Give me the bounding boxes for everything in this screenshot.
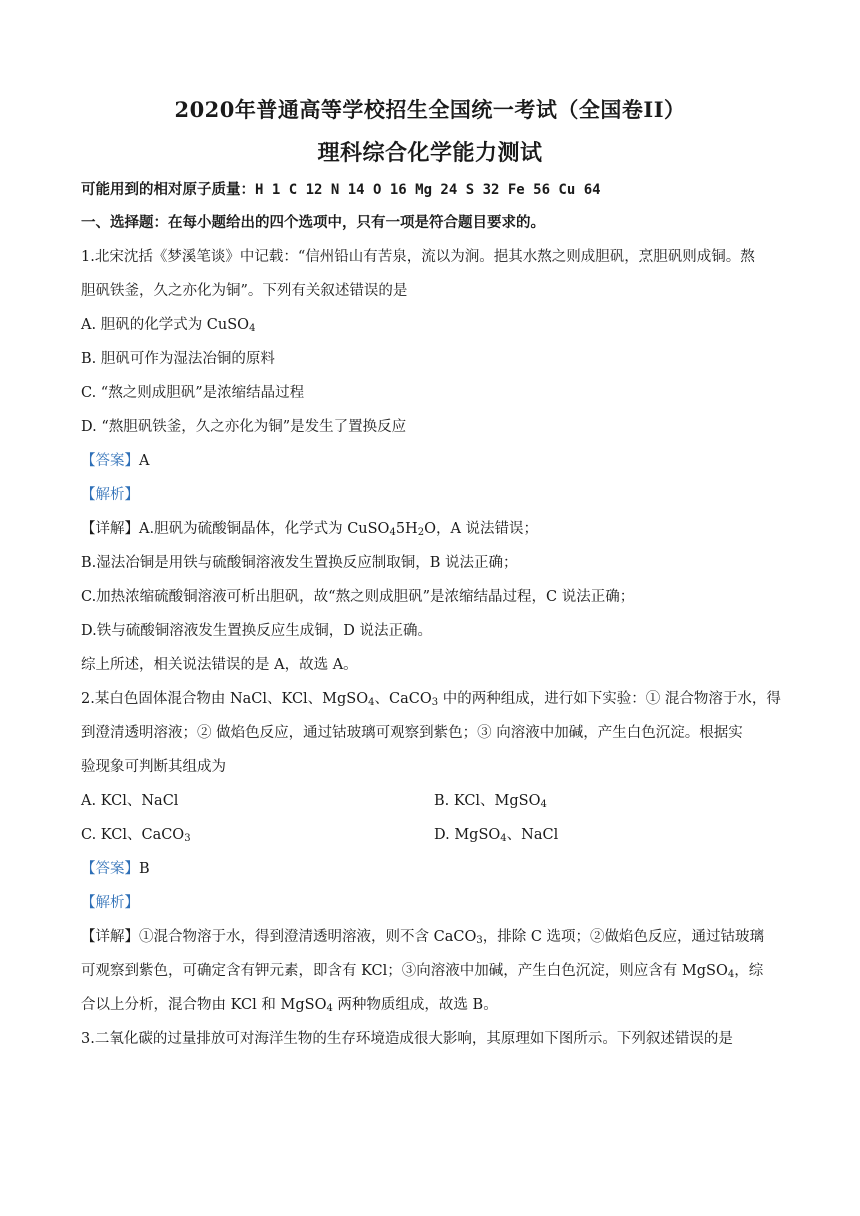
option-text: C. KCl、CaCO: [81, 827, 185, 843]
exam-title: 2020年普通高等学校招生全国统一考试（全国卷II）: [174, 97, 686, 122]
stem-text: 、CaCO: [374, 691, 432, 707]
analysis-tag: 【解析】: [81, 895, 139, 911]
detail-text: 合以上分析，混合物由 KCl 和 MgSO: [81, 997, 327, 1013]
atomic-mass-values: H 1 C 12 N 14 O 16 Mg 24 S 32 Fe 56 Cu 64: [255, 182, 601, 198]
stem-text: 2.某白色固体混合物由 NaCl、KCl、MgSO: [81, 691, 369, 707]
subscript: 3: [184, 833, 191, 844]
option-text: D. MgSO: [434, 827, 501, 843]
q1-detail-a: [81, 519, 781, 539]
detail-text: 可观察到紫色，可确定含有钾元素，即含有 KCl；③向溶液中加碱，产生白色沉淀，则应含有 MgSO: [81, 963, 728, 979]
section-heading: 一、选择题：在每小题给出的四个选项中，只有一项是符合题目要求的。: [81, 214, 545, 231]
answer-tag: 【答案】: [81, 453, 139, 469]
subscript: 4: [727, 969, 735, 980]
detail-text: O，A 说法错误；: [424, 521, 539, 537]
q2-option-d: [434, 825, 558, 845]
q2-stem-line2: 到澄清透明溶液；② 做焰色反应，通过钴玻璃可观察到紫色；③ 向溶液中加碱，产生白色沉淀。根据实: [81, 725, 743, 741]
detail-text: ①混合物溶于水，得到澄清透明溶液，则不含 CaCO: [139, 929, 477, 945]
q1-analysis: [81, 485, 781, 505]
subscript: 4: [540, 799, 547, 810]
q2-stem-line3: 验现象可判断其组成为: [81, 759, 226, 775]
answer-value: A: [139, 453, 150, 469]
q1-stem-line1: 1.北宋沈括《梦溪笔谈》中记载：“信州铅山有苦泉，流以为涧。挹其水熬之则成胆矾，烹胆矾则成铜。熬: [81, 249, 755, 265]
q2-option-a: A. KCl、NaCl: [81, 793, 179, 809]
atomic-mass-line: [81, 180, 781, 200]
analysis-tag: 【解析】: [81, 487, 139, 503]
q1-option-a: [81, 315, 781, 335]
detail-text: ，综: [734, 963, 764, 979]
subscript: 4: [368, 697, 375, 708]
q2-stem-line1: [81, 689, 781, 709]
q1-detail-b: B.湿法冶铜是用铁与硫酸铜溶液发生置换反应制取铜，B 说法正确；: [81, 555, 518, 571]
detail-text: ，排除 C 选项；②做焰色反应，通过钴玻璃: [482, 929, 765, 945]
subscript: 3: [431, 697, 439, 708]
subscript: 4: [500, 833, 507, 844]
q1-option-a-text: A. 胆矾的化学式为 CuSO: [81, 317, 250, 333]
option-text: B. KCl、MgSO: [434, 793, 541, 809]
q2-detail-line1: [81, 927, 781, 947]
q2-detail-line3: [81, 995, 781, 1015]
q1-summary: 综上所述，相关说法错误的是 A，故选 A。: [81, 657, 358, 673]
q2-option-b: [434, 791, 547, 811]
detail-tag: 【详解】: [81, 521, 139, 537]
q1-option-c: C. “熬之则成胆矾”是浓缩结晶过程: [81, 385, 305, 401]
subscript: 2: [417, 527, 425, 538]
q1-stem-line2: 胆矾铁釜，久之亦化为铜”。下列有关叙述错误的是: [81, 283, 408, 299]
subscript: 4: [326, 1003, 333, 1014]
subscript: 4: [389, 527, 396, 538]
answer-tag: 【答案】: [81, 861, 139, 877]
detail-text: 两种物质组成，故选 B。: [332, 997, 498, 1013]
q2-analysis: [81, 893, 781, 913]
subscript: 4: [249, 323, 256, 334]
atomic-mass-label: 可能用到的相对原子质量：: [81, 181, 255, 198]
q1-detail-c: C.加热浓缩硫酸铜溶液可析出胆矾，故“熬之则成胆矾”是浓缩结晶过程，C 说法正确；: [81, 589, 635, 605]
detail-text: A.胆矾为硫酸铜晶体，化学式为 CuSO: [139, 521, 390, 537]
q1-answer: [81, 451, 781, 471]
detail-text: 5H: [395, 521, 418, 537]
q3-stem: 3.二氧化碳的过量排放可对海洋生物的生存环境造成很大影响，其原理如下图所示。下列叙述错误的是: [81, 1031, 733, 1047]
q2-option-c: [81, 825, 191, 845]
answer-value: B: [139, 861, 150, 877]
subscript: 3: [476, 935, 483, 946]
q1-option-d: D. “熬胆矾铁釜，久之亦化为铜”是发生了置换反应: [81, 419, 407, 435]
q1-detail-d: D.铁与硫酸铜溶液发生置换反应生成铜，D 说法正确。: [81, 623, 432, 639]
q1-option-b: B. 胆矾可作为湿法冶铜的原料: [81, 351, 275, 367]
detail-tag: 【详解】: [81, 929, 139, 945]
q2-answer: [81, 859, 781, 879]
exam-subtitle: 理科综合化学能力测试: [317, 140, 543, 166]
option-text: 、NaCl: [506, 827, 559, 843]
stem-text: 中的两种组成，进行如下实验：① 混合物溶于水，得: [438, 691, 781, 707]
q2-detail-line2: [81, 961, 781, 981]
